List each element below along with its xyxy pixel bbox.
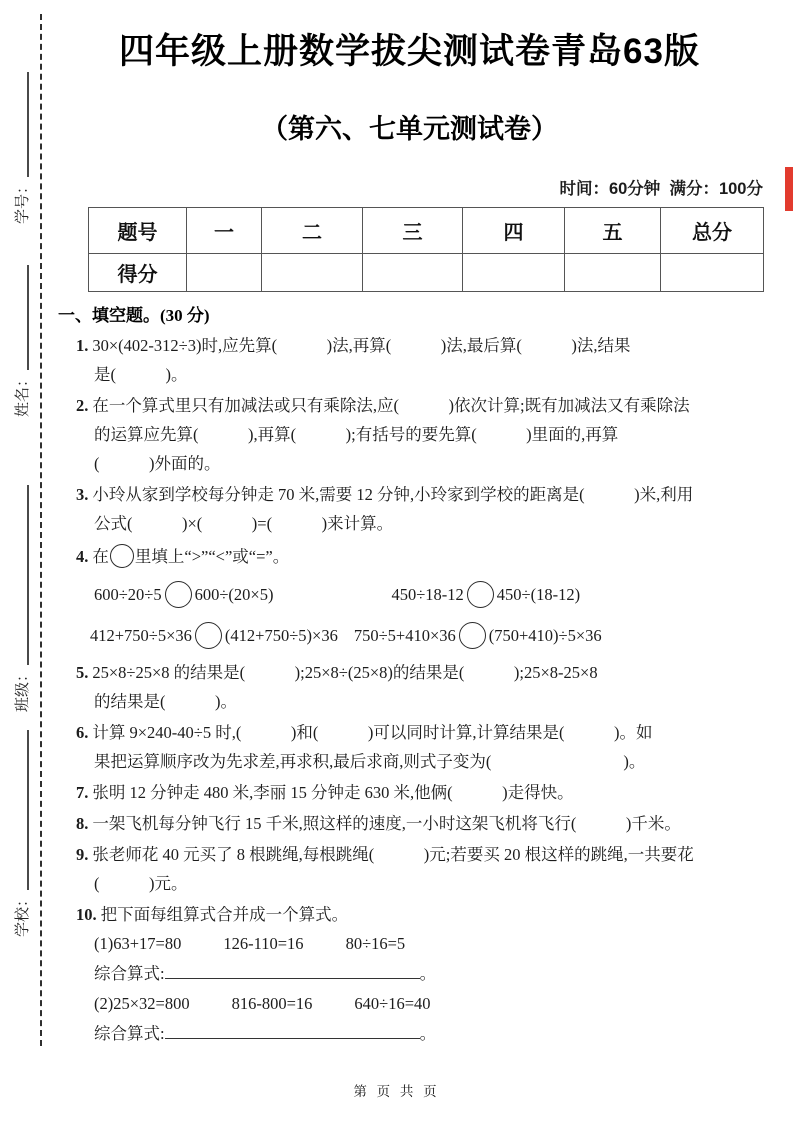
question-10-answer-1 [76, 959, 763, 989]
question-4-number: 4. [76, 547, 89, 566]
question-6-text: 果把运算顺序改为先求差,再求积,最后求商,则式子变为( )。 [94, 752, 646, 771]
question-3-text: 小玲从家到学校每分钟走 70 米,需要 12 分钟,小玲家到学校的距离是( )米,利用 [92, 485, 694, 504]
question-4 [76, 540, 763, 656]
page-subtitle: （第六、七单元测试卷） [261, 114, 558, 144]
score-empty-cell [363, 254, 463, 292]
compare-pair [354, 622, 602, 649]
compare-circle-icon [459, 622, 486, 649]
question-6-text: 计算 9×240-40÷5 时,( )和( )可以同时计算,计算结果是( )。如 [92, 723, 653, 742]
score-header-cell: 三 [363, 208, 463, 254]
expression-left: 750÷5+410×36 [353, 626, 456, 645]
fold-dashed-line [40, 14, 42, 1046]
question-5 [76, 658, 763, 716]
compare-pair [90, 622, 338, 649]
expression-left: 600÷20÷5 [94, 585, 162, 604]
score-header-cell: 五 [565, 208, 661, 254]
score-table-score-row [89, 254, 764, 292]
score-table-header-row [89, 208, 764, 254]
score-empty-cell [262, 254, 363, 292]
question-2-number: 2. [76, 396, 89, 415]
question-4-compare-row [76, 615, 763, 656]
equation: 816-800=16 [231, 994, 313, 1013]
question-6-number: 6. [76, 723, 89, 742]
school-field [8, 730, 32, 937]
question-10 [76, 900, 763, 1049]
page-footer: 第 页 共 页 [353, 1084, 440, 1099]
question-2-text: ( )外面的。 [94, 454, 221, 473]
score-header-cell: 一 [187, 208, 262, 254]
question-5-text: 25×8÷25×8 的结果是( );25×8÷(25×8)的结果是( );25×8-25×8 [92, 663, 598, 682]
question-9-number: 9. [76, 845, 89, 864]
equation: 80÷16=5 [345, 934, 406, 953]
equation: 126-110=16 [223, 934, 304, 953]
equation: (1)63+17=80 [94, 934, 182, 953]
answer-period: 。 [419, 1024, 437, 1043]
question-9 [76, 840, 763, 898]
question-5-text: 的结果是( )。 [94, 692, 237, 711]
score-row-label: 得分 [89, 254, 187, 292]
time-score-info: 时间：60分钟 满分：100分 [559, 180, 763, 198]
question-5-number: 5. [76, 663, 89, 682]
name-field [8, 265, 32, 417]
question-2 [76, 391, 763, 478]
question-8-number: 8. [76, 814, 89, 833]
name-blank-line [27, 265, 29, 370]
question-7-text: 张明 12 分钟走 480 米,李丽 15 分钟走 630 米,他俩( )走得快。 [92, 783, 574, 802]
class-blank-line [27, 485, 29, 665]
student-id-field [8, 72, 32, 224]
compare-pair [391, 581, 580, 608]
question-10-group-1 [76, 929, 763, 959]
score-table [88, 207, 764, 292]
question-1 [76, 331, 763, 389]
questions-area [56, 331, 763, 1049]
question-2-text: 的运算应先算( ),再算( );有括号的要先算( )里面的,再算 [94, 425, 619, 444]
name-label: 姓名： [14, 371, 31, 417]
class-field [8, 485, 32, 712]
question-3 [76, 480, 763, 538]
score-empty-cell [187, 254, 262, 292]
question-9-text: 张老师花 40 元买了 8 根跳绳,每根跳绳( )元;若要买 20 根这样的跳绳,一共要花 [92, 845, 694, 864]
expression-right: 600÷(20×5) [194, 585, 274, 604]
question-1-text: 是( )。 [94, 365, 188, 384]
expression-right: (750+410)÷5×36 [488, 626, 602, 645]
equation: 640÷16=40 [354, 994, 431, 1013]
school-label: 学校： [14, 891, 31, 937]
question-2-text: 在一个算式里只有加减法或只有乘除法,应( )依次计算;既有加减法又有乘除法 [92, 396, 690, 415]
expression-right: 450÷(18-12) [496, 585, 581, 604]
question-6 [76, 718, 763, 776]
equation: (2)25×32=800 [94, 994, 190, 1013]
answer-period: 。 [419, 964, 437, 983]
score-empty-cell [463, 254, 565, 292]
question-1-text: 30×(402-312÷3)时,应先算( )法,再算( )法,最后算( )法,结果 [92, 336, 631, 355]
compare-pair [94, 581, 273, 608]
score-empty-cell [661, 254, 764, 292]
student-id-label: 学号： [14, 178, 31, 224]
question-8 [76, 809, 763, 838]
question-4-compare-row [76, 574, 763, 615]
answer-blank-line [165, 1024, 420, 1039]
paper-main-column [56, 0, 763, 1049]
page-title: 四年级上册数学拔尖测试卷青岛63版 [119, 32, 700, 71]
question-3-text: 公式( )×( )=( )来计算。 [94, 514, 394, 533]
class-label: 班级： [14, 666, 31, 712]
expression-right: (412+750÷5)×36 [224, 626, 338, 645]
answer-label: 综合算式: [94, 964, 165, 983]
question-10-answer-2 [76, 1019, 763, 1049]
red-edge-mark [785, 167, 793, 211]
question-9-text: ( )元。 [94, 874, 188, 893]
question-10-number: 10. [76, 905, 97, 924]
compare-circle-icon [195, 622, 222, 649]
score-header-cell: 二 [262, 208, 363, 254]
question-7-number: 7. [76, 783, 89, 802]
question-4-text: 里填上“>”“<”或“=”。 [134, 547, 290, 566]
score-empty-cell [565, 254, 661, 292]
expression-left: 412+750÷5×36 [90, 626, 192, 645]
section-1-heading: 一、填空题。(30 分) [58, 306, 210, 325]
question-3-number: 3. [76, 485, 89, 504]
question-7 [76, 778, 763, 807]
answer-label: 综合算式: [94, 1024, 165, 1043]
compare-circle-icon [467, 581, 494, 608]
expression-left: 450÷18-12 [391, 585, 464, 604]
question-10-group-2 [76, 989, 763, 1019]
answer-blank-line [165, 964, 420, 979]
score-header-cell: 四 [463, 208, 565, 254]
student-id-blank-line [27, 72, 29, 177]
score-header-cell: 总分 [661, 208, 764, 254]
school-blank-line [27, 730, 29, 890]
compare-circle-icon [110, 544, 134, 568]
question-4-text: 在 [92, 547, 109, 566]
compare-circle-icon [165, 581, 192, 608]
question-10-text: 把下面每组算式合并成一个算式。 [100, 905, 349, 924]
question-1-number: 1. [76, 336, 89, 355]
question-8-text: 一架飞机每分钟飞行 15 千米,照这样的速度,一小时这架飞机将飞行( )千米。 [92, 814, 681, 833]
score-header-cell: 题号 [89, 208, 187, 254]
